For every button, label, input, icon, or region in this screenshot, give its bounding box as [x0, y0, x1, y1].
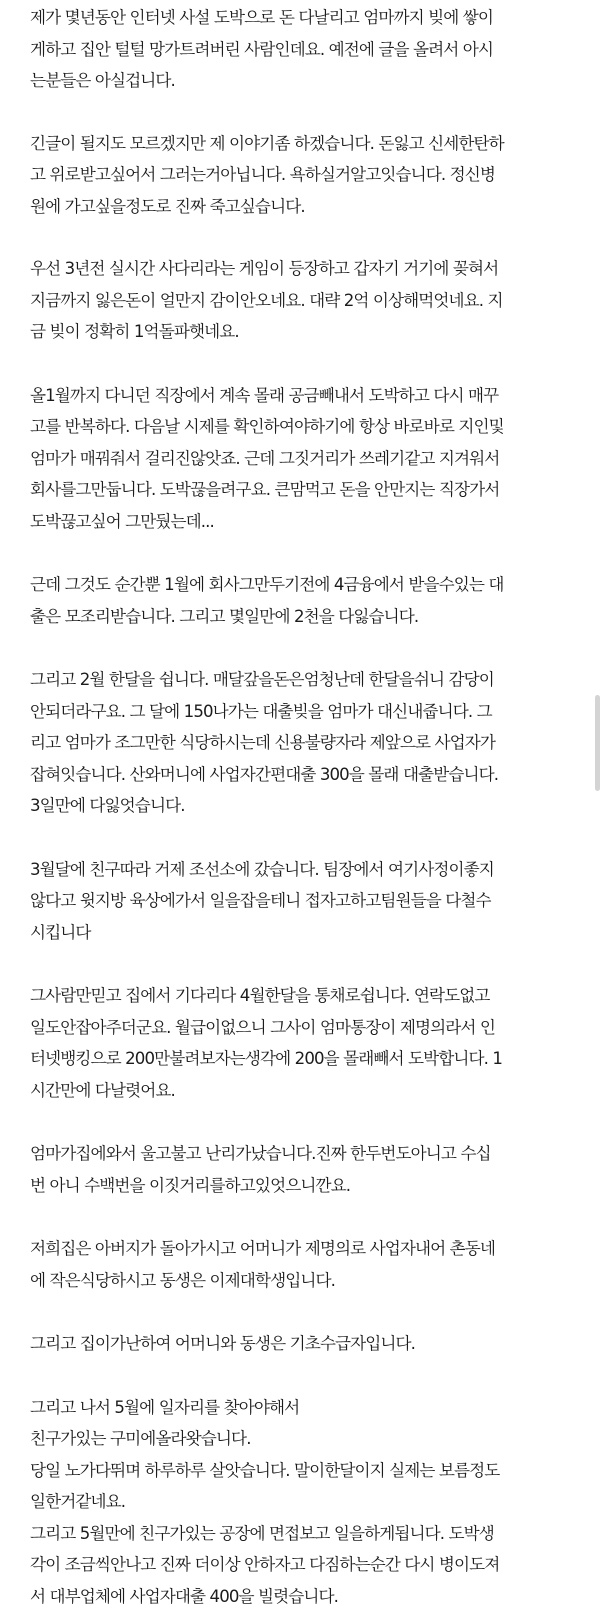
paragraph-spacer [30, 222, 586, 253]
scrollbar-thumb[interactable] [595, 695, 600, 791]
text-line: 저희집은 아버지가 돌아가시고 어머니가 제명의로 사업자내어 촌동네 [30, 1233, 586, 1265]
text-line: 에 작은식당하시고 동생은 이제대학생입니다. [30, 1265, 586, 1297]
text-line: 회사를그만둡니다. 도박끊을려구요. 큰맘먹고 돈을 안만지는 직장가서 [30, 474, 586, 506]
text-line: 지금까지 잃은돈이 얼만지 감이안오네요. 대략 2억 이상해먹엇네요. 지 [30, 285, 586, 317]
text-line: 엄마가집에와서 울고불고 난리가났습니다.진짜 한두번도아니고 수십 [30, 1138, 586, 1170]
paragraph-spacer [30, 632, 586, 664]
text-line: 번 아니 수백번을 이짓거리를하고있엇으니깐요. [30, 1170, 586, 1202]
text-line: 근데 그것도 순간뿐 1월에 회사그만두기전에 4금융에서 받을수있는 대 [30, 569, 586, 601]
text-line: 각이 조금씩안나고 진짜 더이상 안하자고 다짐하는순간 다시 병이도져 [30, 1549, 586, 1581]
text-line: 터넷뱅킹으로 200만불려보자는생각에 200을 몰래빼서 도박합니다. 1 [30, 1043, 586, 1075]
paragraph-spacer [30, 948, 586, 980]
paragraph-11 [30, 1328, 586, 1360]
text-line: 리고 엄마가 조그만한 식당하시는데 신용불량자라 제앞으로 사업자가 [30, 727, 586, 759]
paragraph-10 [30, 1233, 586, 1296]
paragraph-7 [30, 854, 586, 949]
paragraph-3 [30, 253, 586, 348]
text-line: 그사람만믿고 집에서 기다리다 4월한달을 통채로쉽니다. 연락도없고 [30, 980, 586, 1012]
text-line: 고 위로받고싶어서 그러는거아닙니다. 욕하실거알고잇습니다. 정신병 [30, 159, 586, 191]
paragraph-1 [30, 2, 586, 97]
text-line: 그리고 집이가난하여 어머니와 동생은 기초수급자입니다. [30, 1328, 586, 1360]
paragraph-spacer [30, 1360, 586, 1392]
text-line: 그리고 나서 5월에 일자리를 찾아야해서 [30, 1392, 586, 1424]
text-line: 안되더라구요. 그 달에 150나가는 대출빚을 엄마가 대신내줍니다. 그 [30, 696, 586, 728]
text-line: 서 대부업체에 사업자대출 400을 빌렷습니다. [30, 1581, 586, 1612]
text-line: 3월달에 친구따라 거제 조선소에 갔습니다. 팀장에서 여기사정이좋지 [30, 854, 586, 886]
paragraph-spacer [30, 822, 586, 854]
text-line: 일한거같네요. [30, 1486, 586, 1518]
text-line: 는분들은 아실겁니다. [30, 65, 586, 97]
paragraph-spacer [30, 1201, 586, 1233]
paragraph-12 [30, 1392, 586, 1612]
paragraph-spacer [30, 97, 586, 128]
text-line: 우선 3년전 실시간 사다리라는 게임이 등장하고 갑자기 거기에 꽂혀서 [30, 253, 586, 285]
text-line: 엄마가 매꿔줘서 걸리진않앗죠. 근데 그짓거리가 쓰레기같고 지겨워서 [30, 443, 586, 475]
text-line: 잡혀잇습니다. 산와머니에 사업자간편대출 300을 몰래 대출받습니다. [30, 759, 586, 791]
paragraph-spacer [30, 348, 586, 380]
text-line: 고를 반복하다. 다음날 시제를 확인하여야하기에 항상 바로바로 지인및 [30, 411, 586, 443]
paragraph-9 [30, 1138, 586, 1201]
paragraph-spacer [30, 1296, 586, 1328]
text-line: 않다고 윗지방 육상에가서 일을잡을테니 접자고하고팀원들을 다철수 [30, 885, 586, 917]
paragraph-spacer [30, 1106, 586, 1138]
text-line: 시킵니다 [30, 917, 586, 949]
text-line: 그리고 5월만에 친구가있는 공장에 면접보고 일을하게됩니다. 도박생 [30, 1518, 586, 1550]
text-line: 제가 몇년동안 인터넷 사설 도박으로 돈 다날리고 엄마까지 빚에 쌓이 [30, 2, 586, 34]
paragraph-8 [30, 980, 586, 1106]
text-line: 금 빚이 정확히 1억돌파햇네요. [30, 316, 586, 348]
paragraph-6 [30, 664, 586, 822]
post-body [30, 2, 586, 1612]
text-line: 일도안잡아주더군요. 월급이없으니 그사이 엄마통장이 제명의라서 인 [30, 1012, 586, 1044]
text-line: 원에 가고싶을정도로 진짜 죽고싶습니다. [30, 191, 586, 223]
text-line: 출은 모조리받습니다. 그리고 몇일만에 2천을 다잃습니다. [30, 601, 586, 633]
text-line: 시간만에 다날렷어요. [30, 1075, 586, 1107]
text-line: 그리고 2월 한달을 쉽니다. 매달갚을돈은엄청난데 한달을쉬니 감당이 [30, 664, 586, 696]
text-line: 친구가있는 구미에올라왓습니다. [30, 1423, 586, 1455]
paragraph-spacer [30, 537, 586, 569]
text-line: 긴글이 될지도 모르겠지만 제 이야기좀 하겠습니다. 돈잃고 신세한탄하 [30, 128, 586, 160]
paragraph-2 [30, 128, 586, 223]
text-line: 올1월까지 다니던 직장에서 계속 몰래 공금빼내서 도박하고 다시 매꾸 [30, 380, 586, 412]
text-line: 3일만에 다잃엇습니다. [30, 790, 586, 822]
text-line: 도박끊고싶어 그만뒀는데... [30, 506, 586, 538]
text-line: 게하고 집안 털털 망가트려버린 사람인데요. 예전에 글을 올려서 아시 [30, 34, 586, 66]
text-line: 당일 노가다뛰며 하루하루 살앗습니다. 말이한달이지 실제는 보름정도 [30, 1455, 586, 1487]
paragraph-5 [30, 569, 586, 632]
paragraph-4 [30, 380, 586, 538]
